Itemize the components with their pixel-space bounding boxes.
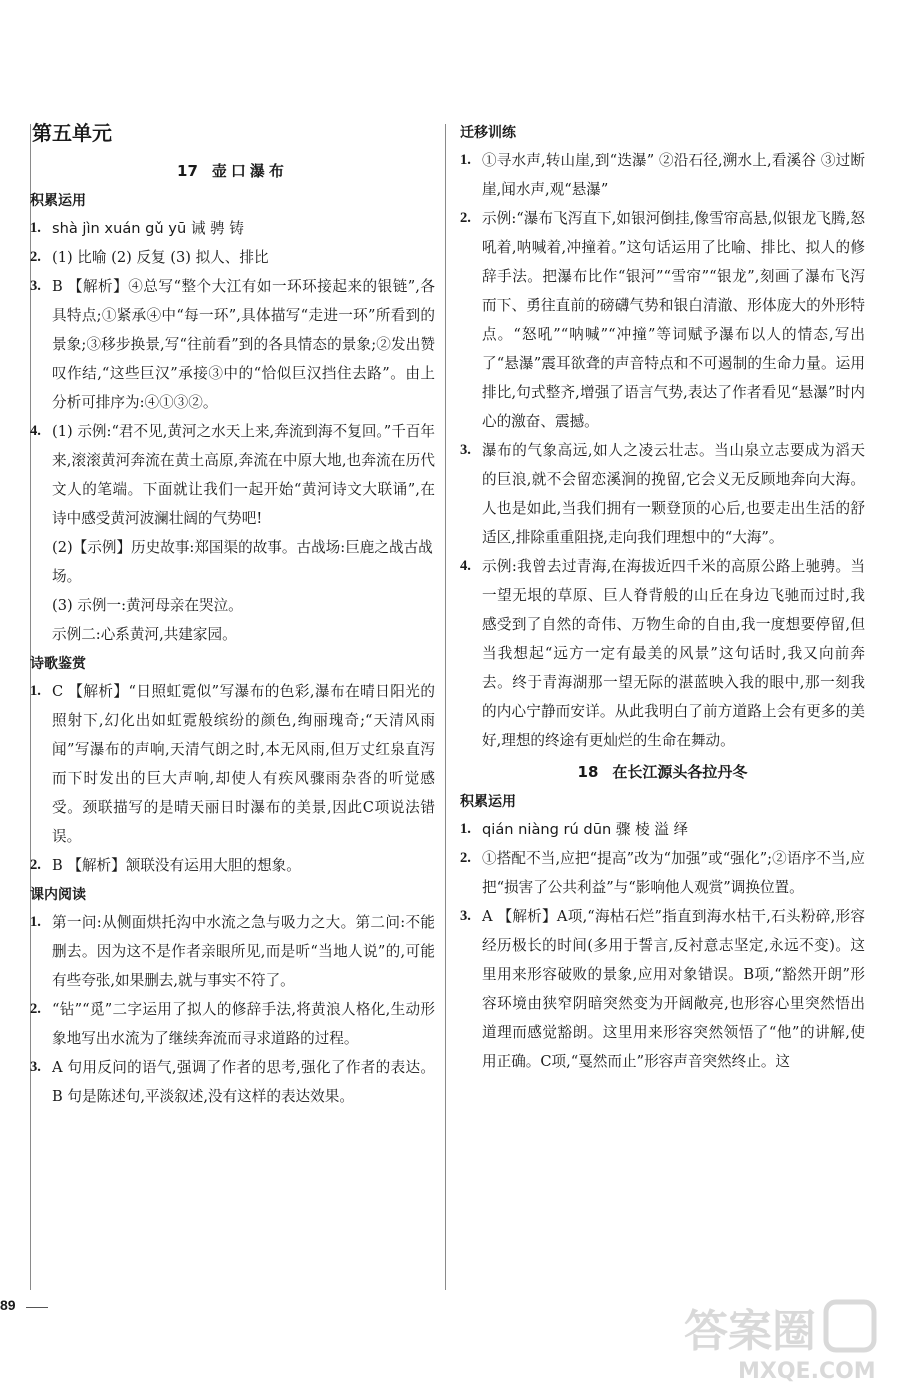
answer-item	[30, 995, 435, 1053]
section-heading: 积累运用	[460, 794, 516, 810]
item-text: (1) 比喻 (2) 反复 (3) 拟人、排比	[52, 249, 269, 266]
item-text: (1) 示例:“君不见,黄河之水天上来,奔流到海不复回。”千百年来,滚滚黄河奔流在黄土高原,奔流在中原大地,也奔流在历代文人的笔端。下面就让我们一起开始“黄河诗文大联诵”,在诗中感受黄河波澜壮阔的气势吧!	[52, 423, 435, 527]
item-text: shà jìn xuán gǔ yū 诫 骋 铸	[52, 220, 244, 237]
section-accumulation	[30, 188, 435, 649]
item-number: 1.	[30, 914, 41, 930]
item-number: 3.	[30, 1059, 41, 1075]
page-number-rule	[26, 1307, 48, 1308]
watermark-ring	[826, 1302, 874, 1350]
unit-title: 第五单元	[32, 121, 112, 145]
item-text: 瀑布的气象高远,如人之凌云壮志。当山泉立志要成为滔天的巨浪,就不会留恋溪涧的挽留,它会义无反顾地奔向大海。人也是如此,当我们拥有一颗登顶的心后,也要走出生活的舒适区,排除重重阻挠,走向我们理想中的“大海”。	[482, 442, 865, 546]
item-number: 2.	[30, 249, 41, 265]
item-number: 3.	[460, 908, 471, 924]
item-number: 4.	[30, 423, 41, 439]
sub-answer: 示例二:心系黄河,共建家园。	[52, 626, 237, 643]
answer-item	[460, 815, 865, 844]
section-heading: 诗歌鉴赏	[30, 656, 86, 672]
answer-item	[30, 1053, 435, 1111]
left-column	[30, 118, 435, 1111]
page-number: 89	[0, 1297, 16, 1313]
item-text: A 句用反问的语气,强调了作者的思考,强化了作者的表达。B 句是陈述句,平淡叙述,没有这样的表达效果。	[52, 1059, 435, 1105]
item-number: 1.	[30, 683, 41, 699]
item-number: 3.	[460, 442, 471, 458]
item-number: 2.	[30, 1001, 41, 1017]
answer-item	[460, 844, 865, 902]
item-text: C 【解析】“日照虹霓似”写瀑布的色彩,瀑布在晴日阳光的照射下,幻化出如虹霓般缤纷的颜色,绚丽瑰奇;“天清风雨闻”写瀑布的声响,天清气朗之时,本无风雨,但万丈红泉直泻而下时发出的巨大声响,却使人有疾风骤雨杂沓的听觉感受。颈联描写的是晴天丽日时瀑布的美景,因此C项说法错误。	[52, 683, 435, 845]
item-text: ①搭配不当,应把“提高”改为“加强”或“强化”;②语序不当,应把“损害了公共利益”与“影响他人观赏”调换位置。	[482, 850, 865, 896]
item-number: 2.	[460, 210, 471, 226]
item-text: B 【解析】颔联没有运用大胆的想象。	[52, 857, 301, 874]
answer-item	[460, 902, 865, 1076]
item-number: 2.	[30, 857, 41, 873]
lesson-18-title	[460, 759, 865, 785]
item-number: 2.	[460, 850, 471, 866]
section-transfer-training	[460, 120, 865, 755]
watermark-main-text: 答案圈	[684, 1306, 816, 1357]
item-number: 4.	[460, 558, 471, 574]
section-heading: 课内阅读	[30, 887, 86, 903]
item-text: 第一问:从侧面烘托沟中水流之急与吸力之大。第二问:不能删去。因为这不是作者亲眼所见,而是听“当地人说”的,可能有些夸张,如果删去,就与事实不符了。	[52, 914, 435, 989]
answer-item	[30, 272, 435, 417]
item-number: 1.	[460, 821, 471, 837]
answer-item	[460, 436, 865, 552]
answer-item	[460, 552, 865, 755]
right-column	[460, 118, 865, 1076]
answer-item	[460, 204, 865, 436]
lesson-title-text: 壶口瀑布	[211, 162, 288, 180]
item-number: 3.	[30, 278, 41, 294]
watermark-sub-text: MXQE.COM	[738, 1359, 876, 1384]
answer-item	[460, 146, 865, 204]
item-text: 示例:我曾去过青海,在海拔近四千米的高原公路上驰骋。当一望无垠的草原、巨人脊背般的山丘在身边飞驰而过时,我感受到了自然的奇伟、万物生命的自由,我一度想要停留,但当我想起“远方一定有最美的风景”这句话时,我又向前奔去。终于青海湖那一望无际的湛蓝映入我的眼中,那一刻我的内心宁静而安详。从此我明白了前方道路上会有更多的美好,理想的终途有更灿烂的生命在舞动。	[482, 558, 865, 749]
column-divider	[445, 124, 446, 1290]
section-heading: 迁移训练	[460, 125, 516, 141]
lesson-17-title	[30, 158, 435, 184]
section-poetry	[30, 651, 435, 880]
watermark-logo	[676, 1294, 886, 1384]
item-text: 示例:“瀑布飞泻直下,如银河倒挂,像雪帘高悬,似银龙飞腾,怒吼着,呐喊着,冲撞着。”这句话运用了比喻、排比、拟人的修辞手法。把瀑布比作“银河”“雪帘”“银龙”,刻画了瀑布飞泻而下、勇往直前的磅礴气势和银白清澈、形体庞大的外形特点。“怒吼”“呐喊”“冲撞”等词赋予瀑布以人的情态,写出了“悬瀑”震耳欲聋的声音特点和不可遏制的生命力量。运用排比,句式整齐,增强了语言气势,表达了作者看见“悬瀑”时内心的激奋、震撼。	[482, 210, 865, 430]
item-number: 1.	[30, 220, 41, 236]
section-accumulation	[460, 789, 865, 1076]
answer-item	[30, 243, 435, 272]
answer-item	[30, 677, 435, 851]
answer-item	[30, 908, 435, 995]
item-text: A 【解析】A项,“海枯石烂”指直到海水枯干,石头粉碎,形容经历极长的时间(多用于誓言,反衬意志坚定,永远不变)。这里用来形容破败的景象,应用对象错误。B项,“豁然开朗”形容环境由狭窄阴暗突然变为开阔敞亮,也形容心里突然悟出道理而感觉豁朗。这里用来形容突然领悟了“他”的讲解,使用正确。C项,“戛然而止”形容声音突然终止。这	[482, 908, 865, 1070]
item-text: ①寻水声,转山崖,到“迭瀑” ②沿石径,溯水上,看溪谷 ③过断崖,闻水声,观“悬瀑”	[482, 152, 865, 198]
item-text: B 【解析】④总写“整个大江有如一环环接起来的银链”,各具特点;①紧承④中“每一环”,具体描写“走进一环”所看到的景象;③移步换景,写“往前看”到的各具情态的景象;②发出赞叹作结,“这些巨汉”承接③中的“恰似巨汉挡住去路”。由上分析可排序为:④①③②。	[52, 278, 435, 411]
sub-answer: (3) 示例一:黄河母亲在哭泣。	[52, 597, 243, 614]
sub-answer: (2)【示例】历史故事:郑国渠的故事。古战场:巨鹿之战古战场。	[52, 539, 433, 585]
lesson-title-text: 在长江源头各拉丹冬	[612, 763, 748, 781]
item-text: “钻”“觅”二字运用了拟人的修辞手法,将黄浪人格化,生动形象地写出水流为了继续奔流而寻求道路的过程。	[52, 1001, 435, 1047]
item-number: 1.	[460, 152, 471, 168]
section-in-class-reading	[30, 882, 435, 1111]
lesson-number: 17	[177, 162, 198, 180]
lesson-number: 18	[577, 763, 599, 781]
answer-item	[30, 214, 435, 243]
answer-item	[30, 417, 435, 533]
answer-item	[30, 851, 435, 880]
section-heading: 积累运用	[30, 193, 86, 209]
item-text: qián niàng rú dūn 骤 棱 溢 绎	[482, 821, 689, 838]
